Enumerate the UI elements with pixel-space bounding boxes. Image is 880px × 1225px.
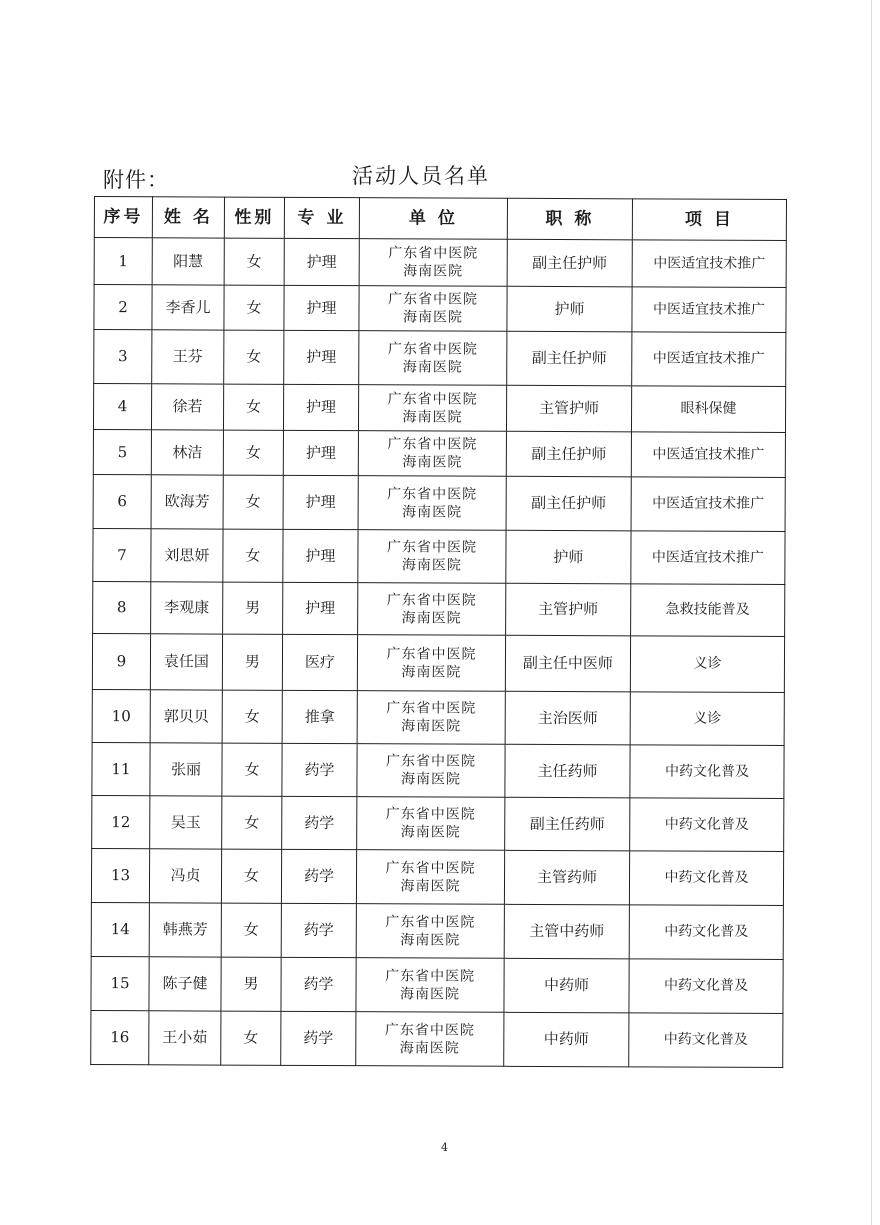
cell-name: 阳慧 bbox=[152, 238, 224, 285]
unit-line-2: 海南医院 bbox=[399, 1039, 460, 1057]
attachment-label: 附件： bbox=[103, 168, 169, 192]
cell-project: 中药文化普及 bbox=[629, 959, 783, 1014]
cell-gender: 男 bbox=[222, 634, 282, 690]
unit-line-1: 广东省中医院 bbox=[384, 1021, 475, 1039]
cell-gender: 女 bbox=[223, 430, 283, 475]
cell-no: 6 bbox=[93, 474, 151, 528]
unit-line-2: 海南医院 bbox=[402, 309, 464, 326]
cell-project: 义诊 bbox=[630, 692, 784, 746]
cell-name: 李香儿 bbox=[152, 285, 224, 330]
cell-no: 3 bbox=[94, 330, 152, 384]
cell-title: 主任药师 bbox=[505, 744, 630, 798]
cell-unit bbox=[358, 530, 506, 584]
cell-project: 中药文化普及 bbox=[629, 1013, 783, 1068]
unit-line-2: 海南医院 bbox=[402, 408, 463, 426]
cell-project: 中医适宜技术推广 bbox=[632, 240, 786, 288]
cell-gender: 女 bbox=[224, 330, 284, 384]
header-no: 序号 bbox=[94, 197, 152, 238]
unit-line-2: 海南医院 bbox=[402, 503, 463, 521]
cell-project: 义诊 bbox=[630, 636, 784, 693]
header-project: 项 目 bbox=[632, 199, 786, 241]
cell-gender: 女 bbox=[223, 475, 283, 529]
cell-name: 欧海芳 bbox=[151, 475, 223, 529]
cell-gender: 女 bbox=[223, 384, 283, 430]
cell-title: 中药师 bbox=[504, 1012, 629, 1067]
cell-major: 护理 bbox=[284, 330, 359, 384]
cell-major: 护理 bbox=[284, 285, 359, 330]
unit-line-1: 广东省中医院 bbox=[386, 645, 477, 663]
table-row bbox=[94, 330, 786, 387]
cell-project: 中医适宜技术推广 bbox=[631, 477, 785, 532]
cell-title: 副主任护师 bbox=[507, 239, 632, 287]
cell-major: 药学 bbox=[282, 796, 357, 849]
cell-unit bbox=[359, 239, 507, 287]
cell-major: 护理 bbox=[283, 430, 358, 475]
cell-gender: 女 bbox=[221, 903, 281, 957]
header-name: 姓 名 bbox=[152, 197, 224, 238]
cell-project: 中医适宜技术推广 bbox=[632, 287, 786, 333]
unit-line-1: 广东省中医院 bbox=[387, 436, 478, 453]
cell-name: 张丽 bbox=[150, 743, 222, 796]
cell-gender: 女 bbox=[221, 849, 281, 903]
cell-major: 推拿 bbox=[282, 690, 357, 743]
cell-no: 1 bbox=[94, 238, 152, 285]
unit-line-2: 海南医院 bbox=[401, 718, 462, 735]
cell-title: 主管护师 bbox=[506, 583, 631, 636]
unit-line-1: 广东省中医院 bbox=[385, 967, 476, 985]
cell-unit bbox=[357, 744, 505, 798]
table-row bbox=[91, 1010, 783, 1067]
cell-unit bbox=[357, 635, 505, 692]
unit-line-1: 广东省中医院 bbox=[386, 539, 478, 556]
cell-title: 主治医师 bbox=[505, 691, 630, 745]
unit-line-1: 广东省中医院 bbox=[388, 291, 479, 308]
header-gender: 性别 bbox=[224, 197, 284, 238]
cell-no: 7 bbox=[93, 528, 151, 581]
cell-gender: 女 bbox=[222, 796, 282, 849]
cell-unit bbox=[356, 1012, 504, 1067]
cell-major: 护理 bbox=[284, 238, 359, 285]
cell-unit bbox=[358, 583, 506, 636]
cell-major: 药学 bbox=[281, 1011, 356, 1065]
table-row bbox=[93, 581, 785, 636]
cell-title: 副主任护师 bbox=[506, 476, 631, 531]
cell-no: 12 bbox=[92, 795, 150, 848]
table-row bbox=[93, 474, 785, 531]
cell-gender: 女 bbox=[222, 743, 282, 796]
unit-line-1: 广东省中医院 bbox=[385, 913, 476, 931]
cell-name: 韩燕芳 bbox=[149, 903, 221, 957]
unit-line-2: 海南医院 bbox=[401, 663, 462, 681]
cell-title: 主管药师 bbox=[504, 850, 629, 905]
unit-line-2: 海南医院 bbox=[402, 454, 463, 471]
cell-title: 中药师 bbox=[504, 958, 629, 1013]
cell-no: 11 bbox=[92, 742, 150, 795]
cell-major: 护理 bbox=[283, 529, 358, 582]
cell-no: 8 bbox=[93, 581, 151, 633]
header-title: 职 称 bbox=[507, 198, 632, 240]
cell-no: 10 bbox=[92, 689, 150, 742]
cell-title: 护师 bbox=[507, 286, 632, 332]
cell-project: 中医适宜技术推广 bbox=[631, 432, 785, 478]
table-row bbox=[93, 429, 785, 477]
unit-line-2: 海南医院 bbox=[400, 931, 461, 949]
table-row bbox=[92, 689, 784, 745]
cell-gender: 女 bbox=[221, 1011, 281, 1065]
table-row bbox=[92, 795, 784, 851]
cell-title: 主管中药师 bbox=[504, 904, 629, 959]
table-row bbox=[93, 528, 785, 584]
cell-no: 16 bbox=[91, 1010, 149, 1064]
cell-no: 4 bbox=[93, 384, 151, 430]
unit-line-1: 广东省中医院 bbox=[388, 245, 479, 262]
unit-line-1: 广东省中医院 bbox=[386, 591, 477, 609]
cell-unit bbox=[359, 331, 507, 386]
cell-gender: 女 bbox=[224, 238, 284, 285]
table-body bbox=[91, 238, 787, 1068]
cell-name: 李观康 bbox=[151, 582, 223, 634]
unit-line-1: 广东省中医院 bbox=[385, 859, 476, 877]
cell-major: 药学 bbox=[281, 957, 356, 1011]
cell-major: 护理 bbox=[283, 475, 358, 529]
unit-line-1: 广东省中医院 bbox=[387, 390, 478, 408]
cell-title: 副主任护师 bbox=[507, 331, 632, 386]
page-number: 4 bbox=[441, 1141, 448, 1154]
cell-project: 急救技能普及 bbox=[631, 584, 785, 637]
cell-no: 5 bbox=[93, 429, 151, 474]
cell-gender: 男 bbox=[223, 582, 283, 634]
cell-title: 护师 bbox=[506, 530, 631, 584]
table-row bbox=[94, 285, 786, 333]
cell-name: 吴玉 bbox=[150, 796, 222, 849]
cell-project: 中药文化普及 bbox=[629, 905, 783, 960]
cell-gender: 女 bbox=[223, 529, 283, 582]
cell-gender: 男 bbox=[221, 957, 281, 1011]
cell-no: 15 bbox=[91, 956, 149, 1010]
personnel-table bbox=[90, 196, 787, 1068]
cell-gender: 女 bbox=[224, 285, 284, 330]
unit-line-1: 广东省中医院 bbox=[385, 806, 476, 823]
cell-unit bbox=[356, 904, 504, 959]
unit-line-2: 海南医院 bbox=[400, 771, 461, 788]
cell-project: 中药文化普及 bbox=[629, 851, 783, 906]
cell-major: 护理 bbox=[283, 384, 358, 430]
unit-line-2: 海南医院 bbox=[399, 985, 461, 1003]
unit-line-2: 海南医院 bbox=[401, 557, 462, 574]
table-row bbox=[92, 633, 784, 692]
cell-title: 主管护师 bbox=[506, 385, 631, 432]
table-row bbox=[91, 956, 783, 1013]
cell-unit bbox=[356, 958, 504, 1013]
cell-major: 护理 bbox=[283, 582, 358, 634]
cell-no: 14 bbox=[91, 902, 149, 956]
table-row bbox=[92, 742, 784, 798]
cell-no: 2 bbox=[94, 285, 152, 330]
unit-line-1: 广东省中医院 bbox=[386, 753, 477, 770]
cell-name: 王芬 bbox=[152, 330, 224, 384]
cell-name: 刘思妍 bbox=[151, 529, 223, 582]
cell-project: 中医适宜技术推广 bbox=[632, 332, 786, 387]
unit-line-2: 海南医院 bbox=[403, 263, 464, 280]
cell-unit bbox=[358, 431, 506, 477]
cell-name: 陈子健 bbox=[149, 957, 221, 1011]
cell-major: 药学 bbox=[281, 903, 356, 957]
table-row bbox=[91, 848, 783, 905]
cell-major: 药学 bbox=[281, 849, 356, 903]
cell-title: 副主任药师 bbox=[505, 797, 630, 851]
cell-no: 9 bbox=[92, 633, 150, 689]
cell-name: 郭贝贝 bbox=[150, 690, 222, 743]
table-row bbox=[94, 238, 786, 288]
cell-unit bbox=[357, 797, 505, 851]
cell-title: 副主任中医师 bbox=[505, 635, 630, 692]
cell-name: 冯贞 bbox=[149, 849, 221, 903]
cell-major: 药学 bbox=[282, 743, 357, 796]
cell-no: 13 bbox=[91, 848, 149, 902]
cell-unit bbox=[358, 476, 506, 531]
table-row bbox=[91, 902, 783, 959]
cell-name: 徐若 bbox=[151, 384, 223, 430]
cell-title: 副主任护师 bbox=[506, 431, 631, 477]
cell-gender: 女 bbox=[222, 690, 282, 743]
cell-project: 中药文化普及 bbox=[630, 745, 784, 799]
unit-line-2: 海南医院 bbox=[402, 358, 463, 376]
cell-unit bbox=[359, 286, 507, 332]
unit-line-1: 广东省中医院 bbox=[387, 340, 478, 358]
table-header-row bbox=[94, 197, 786, 241]
cell-project: 眼科保健 bbox=[631, 386, 785, 433]
cell-unit bbox=[357, 691, 505, 745]
cell-unit bbox=[356, 850, 504, 905]
page-edge bbox=[871, 0, 872, 1225]
table-row bbox=[93, 384, 785, 433]
unit-line-2: 海南医院 bbox=[400, 877, 461, 895]
document-title: 活动人员名单 bbox=[352, 164, 490, 188]
unit-line-2: 海南医院 bbox=[401, 609, 462, 627]
cell-project: 中药文化普及 bbox=[630, 798, 784, 852]
cell-major: 医疗 bbox=[282, 634, 357, 690]
cell-name: 王小茹 bbox=[149, 1011, 221, 1065]
cell-unit bbox=[358, 385, 506, 432]
header-major: 专 业 bbox=[284, 197, 359, 238]
header-unit: 单 位 bbox=[359, 198, 507, 240]
cell-project: 中医适宜技术推广 bbox=[631, 531, 785, 585]
cell-name: 林洁 bbox=[151, 430, 223, 475]
unit-line-1: 广东省中医院 bbox=[387, 485, 478, 503]
unit-line-2: 海南医院 bbox=[400, 824, 461, 841]
unit-line-1: 广东省中医院 bbox=[386, 700, 477, 717]
cell-name: 袁任国 bbox=[150, 634, 222, 690]
